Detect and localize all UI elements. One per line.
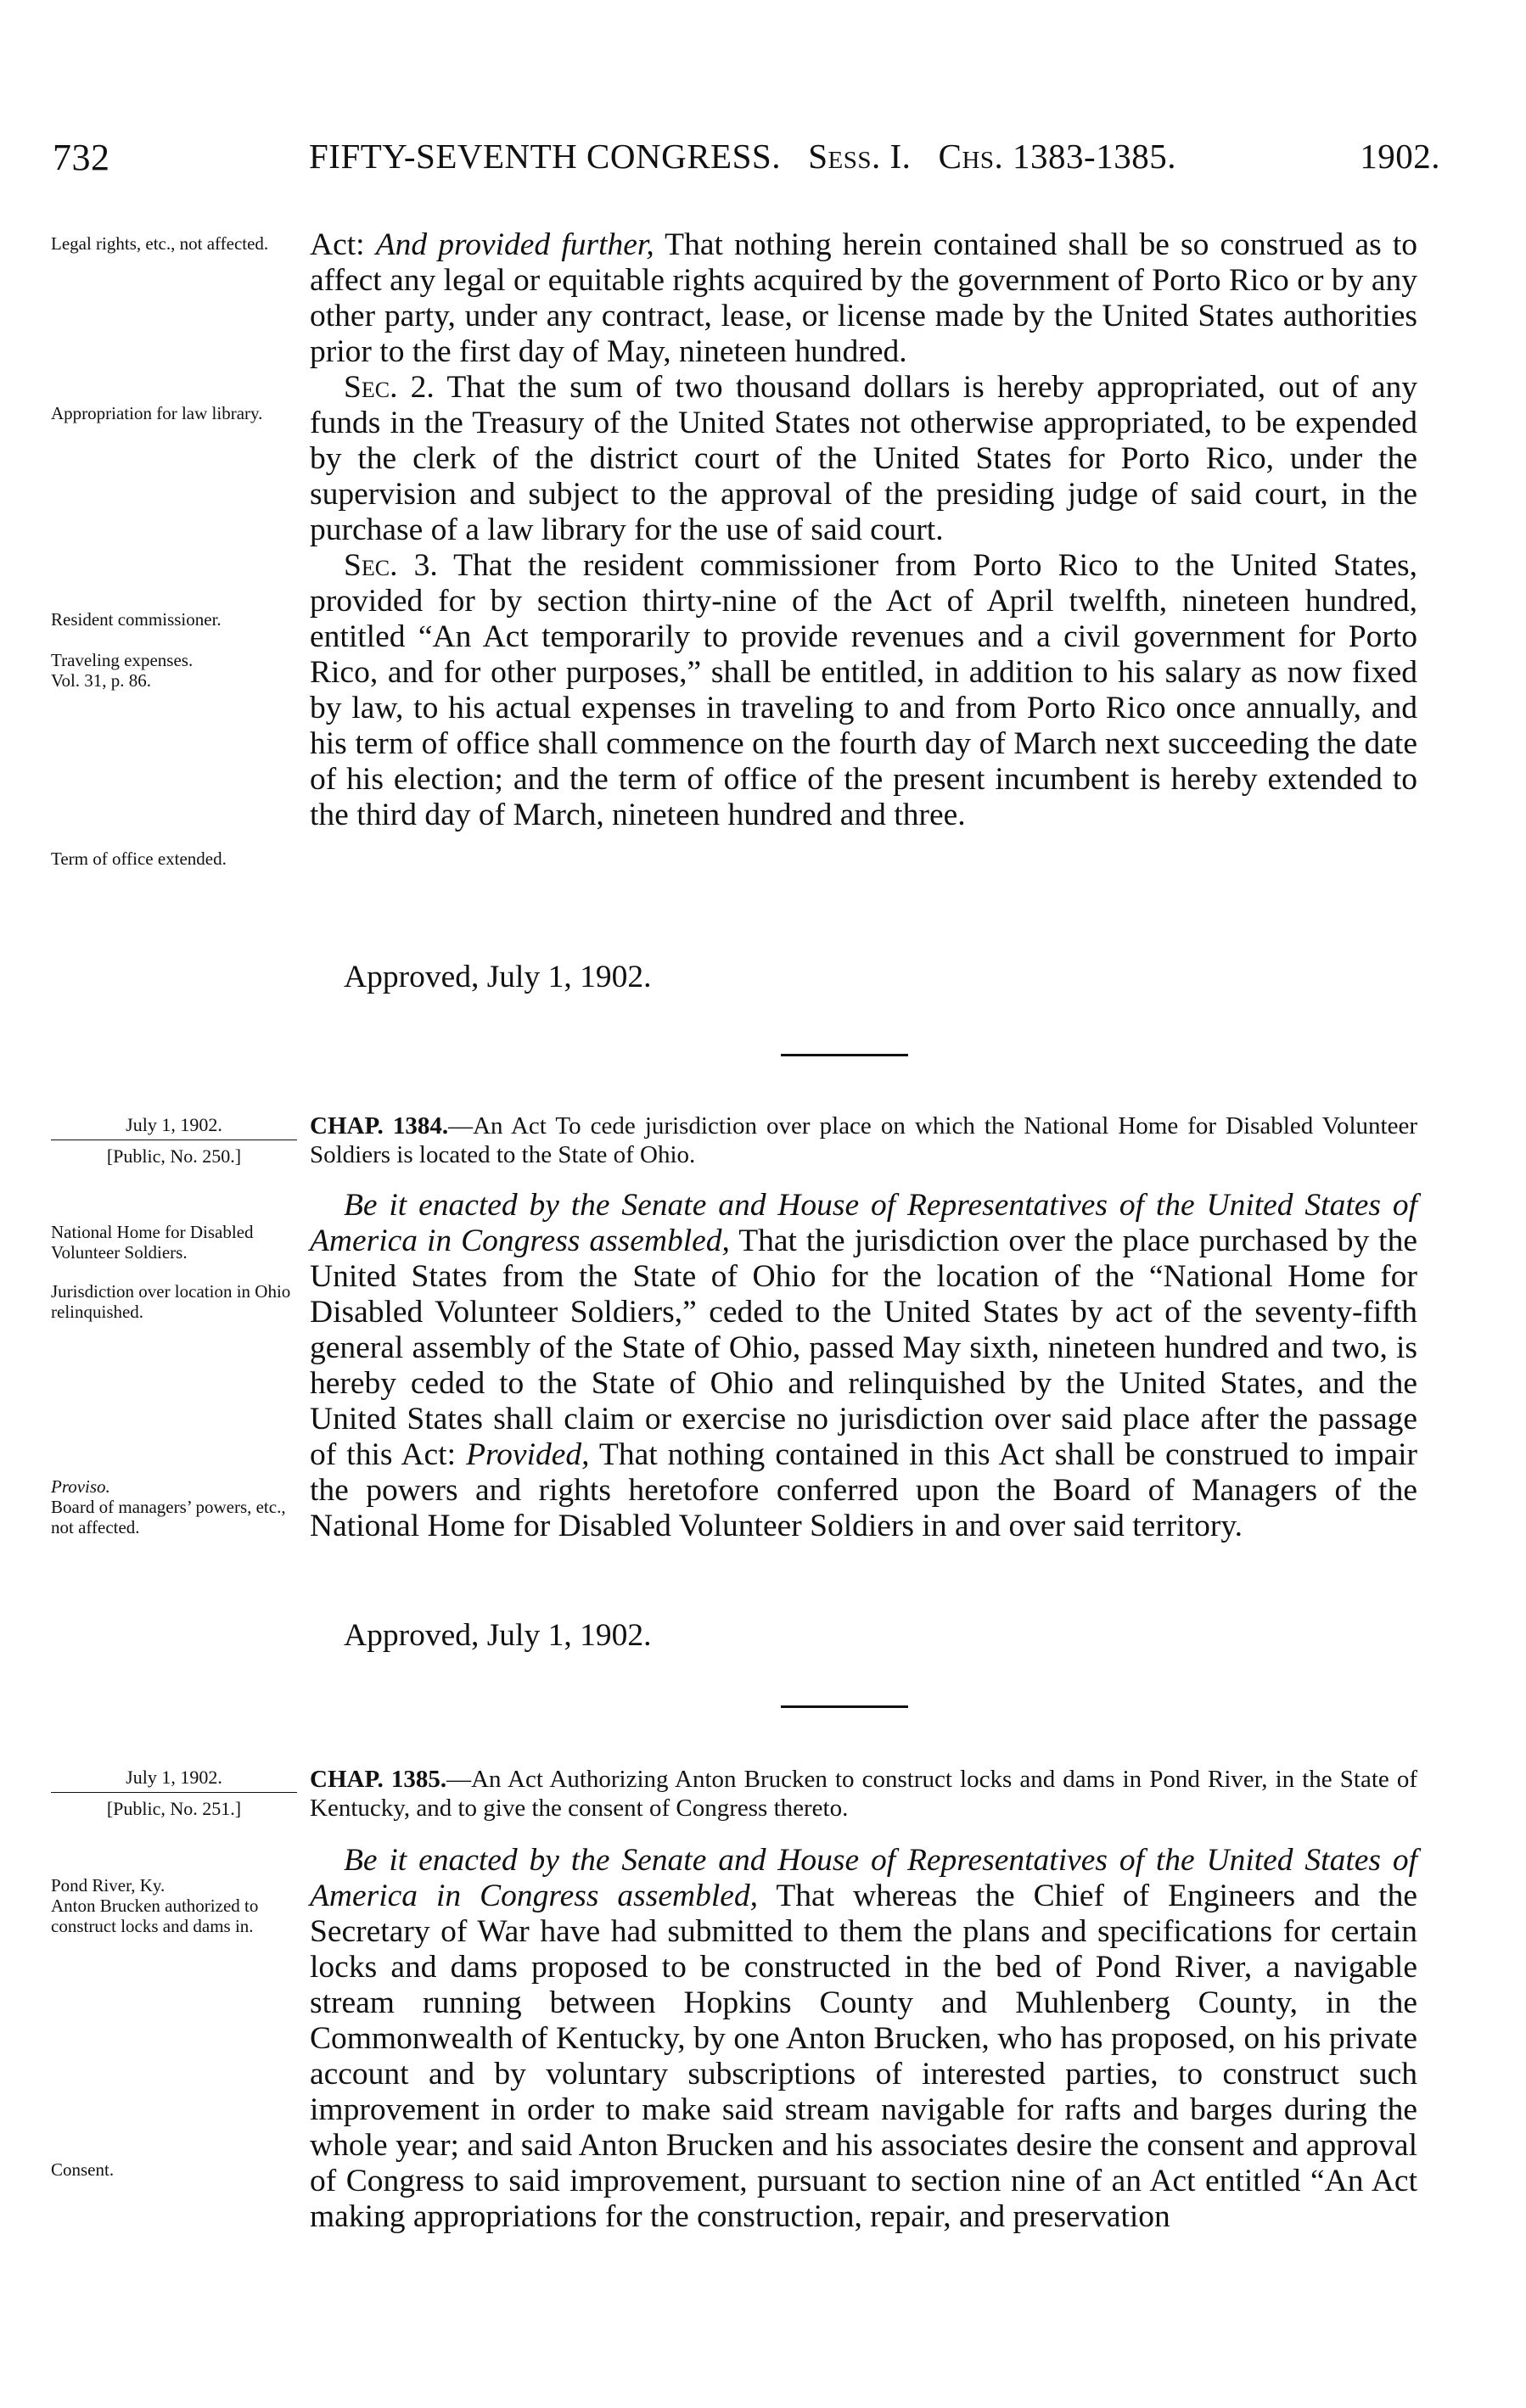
note-legal-rights: Legal rights, etc., not affected. <box>51 233 269 254</box>
header-session: Sess. I. <box>808 137 912 176</box>
chap-1385-title: —An Act Authorizing Anton Brucken to construct locks and dams in Pond River, in the State of Kentucky, and to give the consent of Congress thereto. <box>310 1766 1417 1822</box>
note-term-extended: Term of office extended. <box>51 848 227 869</box>
header-title <box>309 136 1176 176</box>
chap-1384-provided: Provided, <box>466 1437 590 1472</box>
section-2-paragraph <box>310 370 1417 548</box>
note-traveling-expenses: Traveling expenses. <box>51 650 194 670</box>
chap-1385-label: CHAP. 1385. <box>310 1766 447 1793</box>
running-header <box>53 136 1440 187</box>
section-divider-2 <box>781 1705 908 1708</box>
chap-1385-text: That whereas the Chief of Engineers and the Secretary of War have had submitted to them the plans and specifications for certain locks and dams proposed to be constructed in the bed of Pond River, a navigable stream running between Hopkins County and Muhlenberg County, in the Commonwealth of Kentucky, by one Anton Brucken, who has proposed, on his private account and by voluntary subscriptions of interested parties, to construct such improvement in order to make said stream navigable for rafts and barges during the whole year; and said Anton Brucken and his associates desire the consent and approval of Congress to said improvement, pursuant to section nine of an Act entitled “An Act making appropriations for the construction, repair, and preservation <box>310 1879 1417 2234</box>
note-vol-reference: Vol. 31, p. 86. <box>51 670 152 691</box>
proviso-italic: Proviso. <box>51 1476 110 1497</box>
section-divider-1 <box>781 1054 908 1056</box>
approved-line-2: Approved, July 1, 1902. <box>344 1618 652 1653</box>
chap-1385-datebox <box>51 1767 297 1820</box>
chap-1384-enacting-clause: Be it enacted by the Senate and House of Representatives of the United States of America in Congress assembled, <box>310 1188 1417 1258</box>
note-jurisdiction: Jurisdiction over location in Ohio relinquished. <box>51 1281 291 1322</box>
note-proviso <box>51 1476 301 1497</box>
note-anton-brucken: Anton Brucken authorized to construct locks and dams in. <box>51 1896 259 1936</box>
chap-1384-public-number: [Public, No. 250.] <box>106 1145 242 1167</box>
page-number: 732 <box>53 137 110 178</box>
proviso-paragraph <box>310 227 1417 370</box>
chap-1385-public-number: [Public, No. 251.] <box>106 1798 242 1819</box>
proviso-text: That nothing herein contained shall be so construed as to affect any legal or equitable rights acquired by the government of Porto Rico or by any other party, under any contract, lease, or license made by the United States authorities prior to the first day of May, nineteen hundred. <box>310 227 1418 369</box>
chap-1385-paragraph <box>310 1843 1417 2235</box>
section-3-paragraph <box>310 548 1417 833</box>
note-national-home: National Home for Disabled Volunteer Soldiers. <box>51 1222 254 1263</box>
note-board-managers: Board of managers’ powers, etc., not affected. <box>51 1497 286 1537</box>
chap-1385-enacting-clause: Be it enacted by the Senate and House of Representatives of the United States of America in Congress assembled, <box>310 1843 1417 1913</box>
header-congress: FIFTY-SEVENTH CONGRESS. <box>309 137 781 176</box>
chap-1384-label: CHAP. 1384. <box>310 1112 449 1140</box>
provided-further: And provided further, <box>375 227 654 262</box>
act-lead: Act: <box>310 227 376 262</box>
note-appropriation: Appropriation for law library. <box>51 403 263 423</box>
chap-1384-text-b: That nothing contained in this Act shall be construed to impair the powers and rights heretofore conferred upon the Board of Managers of the National Home for Disabled Volunteer Soldiers in and over said territory. <box>310 1437 1417 1543</box>
chap-1384-datebox <box>51 1114 297 1168</box>
note-resident-commissioner: Resident commissioner. <box>51 609 222 630</box>
sec-3-label: Sec. 3. <box>344 548 438 583</box>
chap-1384-title: —An Act To cede jurisdiction over place on which the National Home for Disabled Volunteer Soldiers is located to the State of Ohio. <box>310 1112 1418 1168</box>
sec-3-text: That the resident commissioner from Porto Rico to the United States, provided for by section thirty-nine of the Act of April twelfth, nineteen hundred, entitled “An Act temporarily to provide revenues and a civil government for Porto Rico, and for other purposes,” shall be entitled, in addition to his salary as now fixed by law, to his actual expenses in traveling to and from Porto Rico once annually, and his term of office shall commence on the fourth day of March next succeeding the date of his election; and the term of office of the present incumbent is hereby extended to the third day of March, nineteen hundred and three. <box>310 548 1417 832</box>
header-chapters: Chs. 1383-1385. <box>938 137 1176 176</box>
note-pond-river: Pond River, Ky. <box>51 1875 166 1896</box>
sec-2-text: That the sum of two thousand dollars is hereby appropriated, out of any funds in the Treasury of the United States not otherwise appropriated, to be expended by the clerk of the district court of the United States for Porto Rico, under the supervision and subject to the approval of the presiding judge of said court, in the purchase of a law library for the use of said court. <box>310 370 1417 547</box>
note-consent: Consent. <box>51 2159 115 2180</box>
chap-1385-heading <box>310 1765 1417 1823</box>
header-year: 1902. <box>1360 137 1440 176</box>
chap-1384-date: July 1, 1902. <box>51 1114 297 1140</box>
chap-1384-paragraph <box>310 1188 1417 1544</box>
sec-2-label: Sec. 2. <box>344 370 435 405</box>
approved-line-1: Approved, July 1, 1902. <box>344 960 652 994</box>
chap-1384-text-a: That the jurisdiction over the place purchased by the United States from the State of Ohio for the location of the “National Home for Disabled Volunteer Soldiers,” ceded to the United States by act of the seventy-fifth general assembly of the State of Ohio, passed May sixth, nineteen hundred and two, is hereby ceded to the State of Ohio and relinquished by the United States, and the United States shall claim or exercise no jurisdiction over said place after the passage of this Act: <box>310 1224 1417 1472</box>
chap-1384-heading <box>310 1112 1417 1169</box>
section-continuation <box>310 227 1417 833</box>
chap-1385-body <box>310 1843 1417 2235</box>
chap-1385-date: July 1, 1902. <box>51 1767 297 1793</box>
chap-1384-body <box>310 1188 1417 1544</box>
